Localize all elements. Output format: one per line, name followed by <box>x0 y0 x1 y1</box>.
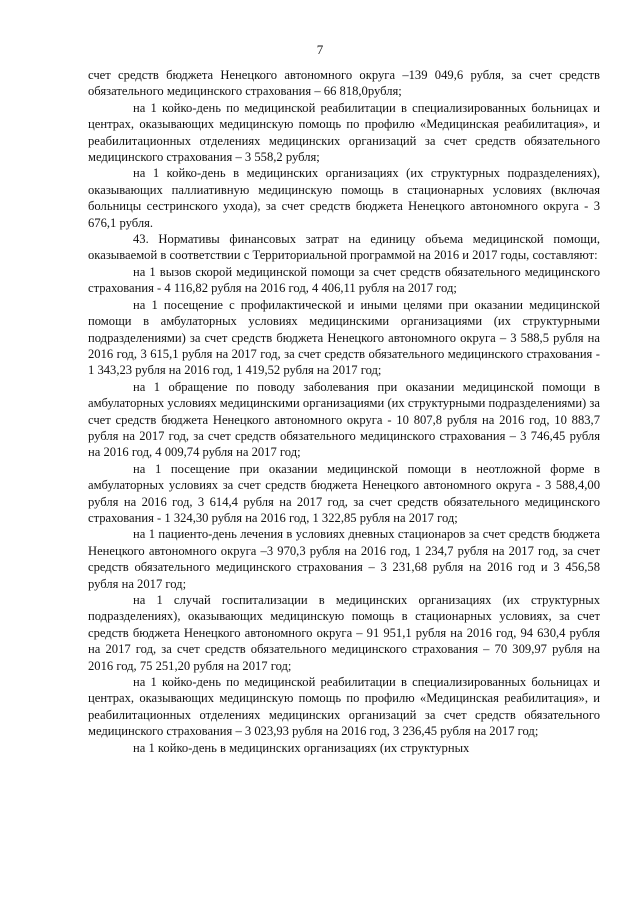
paragraph-section-43: 43. Нормативы финансовых затрат на единицу объема медицинской помощи, оказываемой в соответствии с Территориальной программой на 2016 и 2017 годы, составляют: <box>88 232 600 263</box>
paragraph-hospitalization: на 1 случай госпитализации в медицинских организациях (их структурных подразделениях), оказывающих медицинскую помощь в стационарных условиях, за счет средств бюджета Ненецкого автономного округа – 91 951,1 рубля на 2016 год, 94 630,4 рубля на 2017 год, за счет средств обязательного медицинского страхования – 70 309,97 рубля на 2016 год, 75 251,20 рубля на 2017 год; <box>88 593 600 673</box>
paragraph-bed-day-continued: на 1 койко-день в медицинских организациях (их структурных <box>133 740 470 755</box>
paragraph-day-hospital: на 1 пациенто-день лечения в условиях дневных стационаров за счет средств бюджета Ненецкого автономного округа –3 970,3 рубля на 2016 год, 1 234,7 рубля на 2017 год, за счет средств обязательного медицинского страхования – 3 231,68 рубля на 2016 год и 3 456,58 рубля на 2017 год; <box>88 527 600 591</box>
paragraph-preventive-visit: на 1 посещение с профилактической и иными целями при оказании медицинской помощи в амбулаторных условиях медицинскими организациями (их структурными подразделениями) за счет средств бюджета Ненецкого автономного округа – 3 588,5 рубля на 2016 год, 3 615,1 рубля на 2017 год, за счет средств обязательного медицинского страхования - 1 343,23 рубля на 2016 год, 1 419,52 рубля на 2017 год; <box>88 297 600 378</box>
paragraph-ambulance-call: на 1 вызов скорой медицинской помощи за счет средств обязательного медицинского страхования - 4 116,82 рубля на 2016 год, 4 406,11 рубля на 2017 год; <box>88 264 600 296</box>
paragraph-rehab-bed-day-2016-2017: на 1 койко-день по медицинской реабилитации в специализированных больницах и центрах, оказывающих медицинскую помощь по профилю «Медицинская реабилитация», и реабилитационных отделениях медицинских организаций за счет средств обязательного медицинского страхования – 3 023,93 рубля на 2016 год, 3 236,45 рубля на 2017 год; <box>88 675 600 739</box>
paragraph-rehab-bed-day: на 1 койко-день по медицинской реабилитации в специализированных больницах и центрах, оказывающих медицинскую помощь по профилю «Медицинская реабилитация», и реабилитационных отделениях медицинских организаций за счет средств обязательного медицинского страхования – 3 558,2 рубля; <box>88 100 600 165</box>
document-body <box>88 67 600 756</box>
paragraph-continuation: счет средств бюджета Ненецкого автономного округа –139 049,6 рубля, за счет средств обязательного медицинского страхования – 66 818,0рубля; <box>88 68 600 99</box>
paragraph-disease-appeal: на 1 обращение по поводу заболевания при оказании медицинской помощи в амбулаторных условиях медицинскими организациями (их структурными подразделениями) за счет средств бюджета Ненецкого автономного округа - 10 807,8 рубля на 2016 год, 10 883,7 рубля на 2017 год, за счет средств обязательного медицинского страхования – 3 746,45 рубля на 2016 год, 4 009,74 рубля на 2017 год; <box>88 379 600 460</box>
page-number: 7 <box>316 42 324 57</box>
paragraph-palliative-bed-day: на 1 койко-день в медицинских организациях (их структурных подразделениях), оказывающих паллиативную медицинскую помощь в стационарных условиях (включая больницы сестринского ухода), за счет средств бюджета Ненецкого автономного округа - 3 676,1 рубля. <box>88 166 600 230</box>
paragraph-urgent-visit: на 1 посещение при оказании медицинской помощи в неотложной форме в амбулаторных условиях за счет средств бюджета Ненецкого автономного округа - 3 588,4,00 рубля на 2016 год, 3 614,4 рубля на 2017 год, за счет средств обязательного медицинского страхования - 1 324,30 рубля на 2016 год, 1 322,85 рубля на 2017 год; <box>88 461 600 525</box>
